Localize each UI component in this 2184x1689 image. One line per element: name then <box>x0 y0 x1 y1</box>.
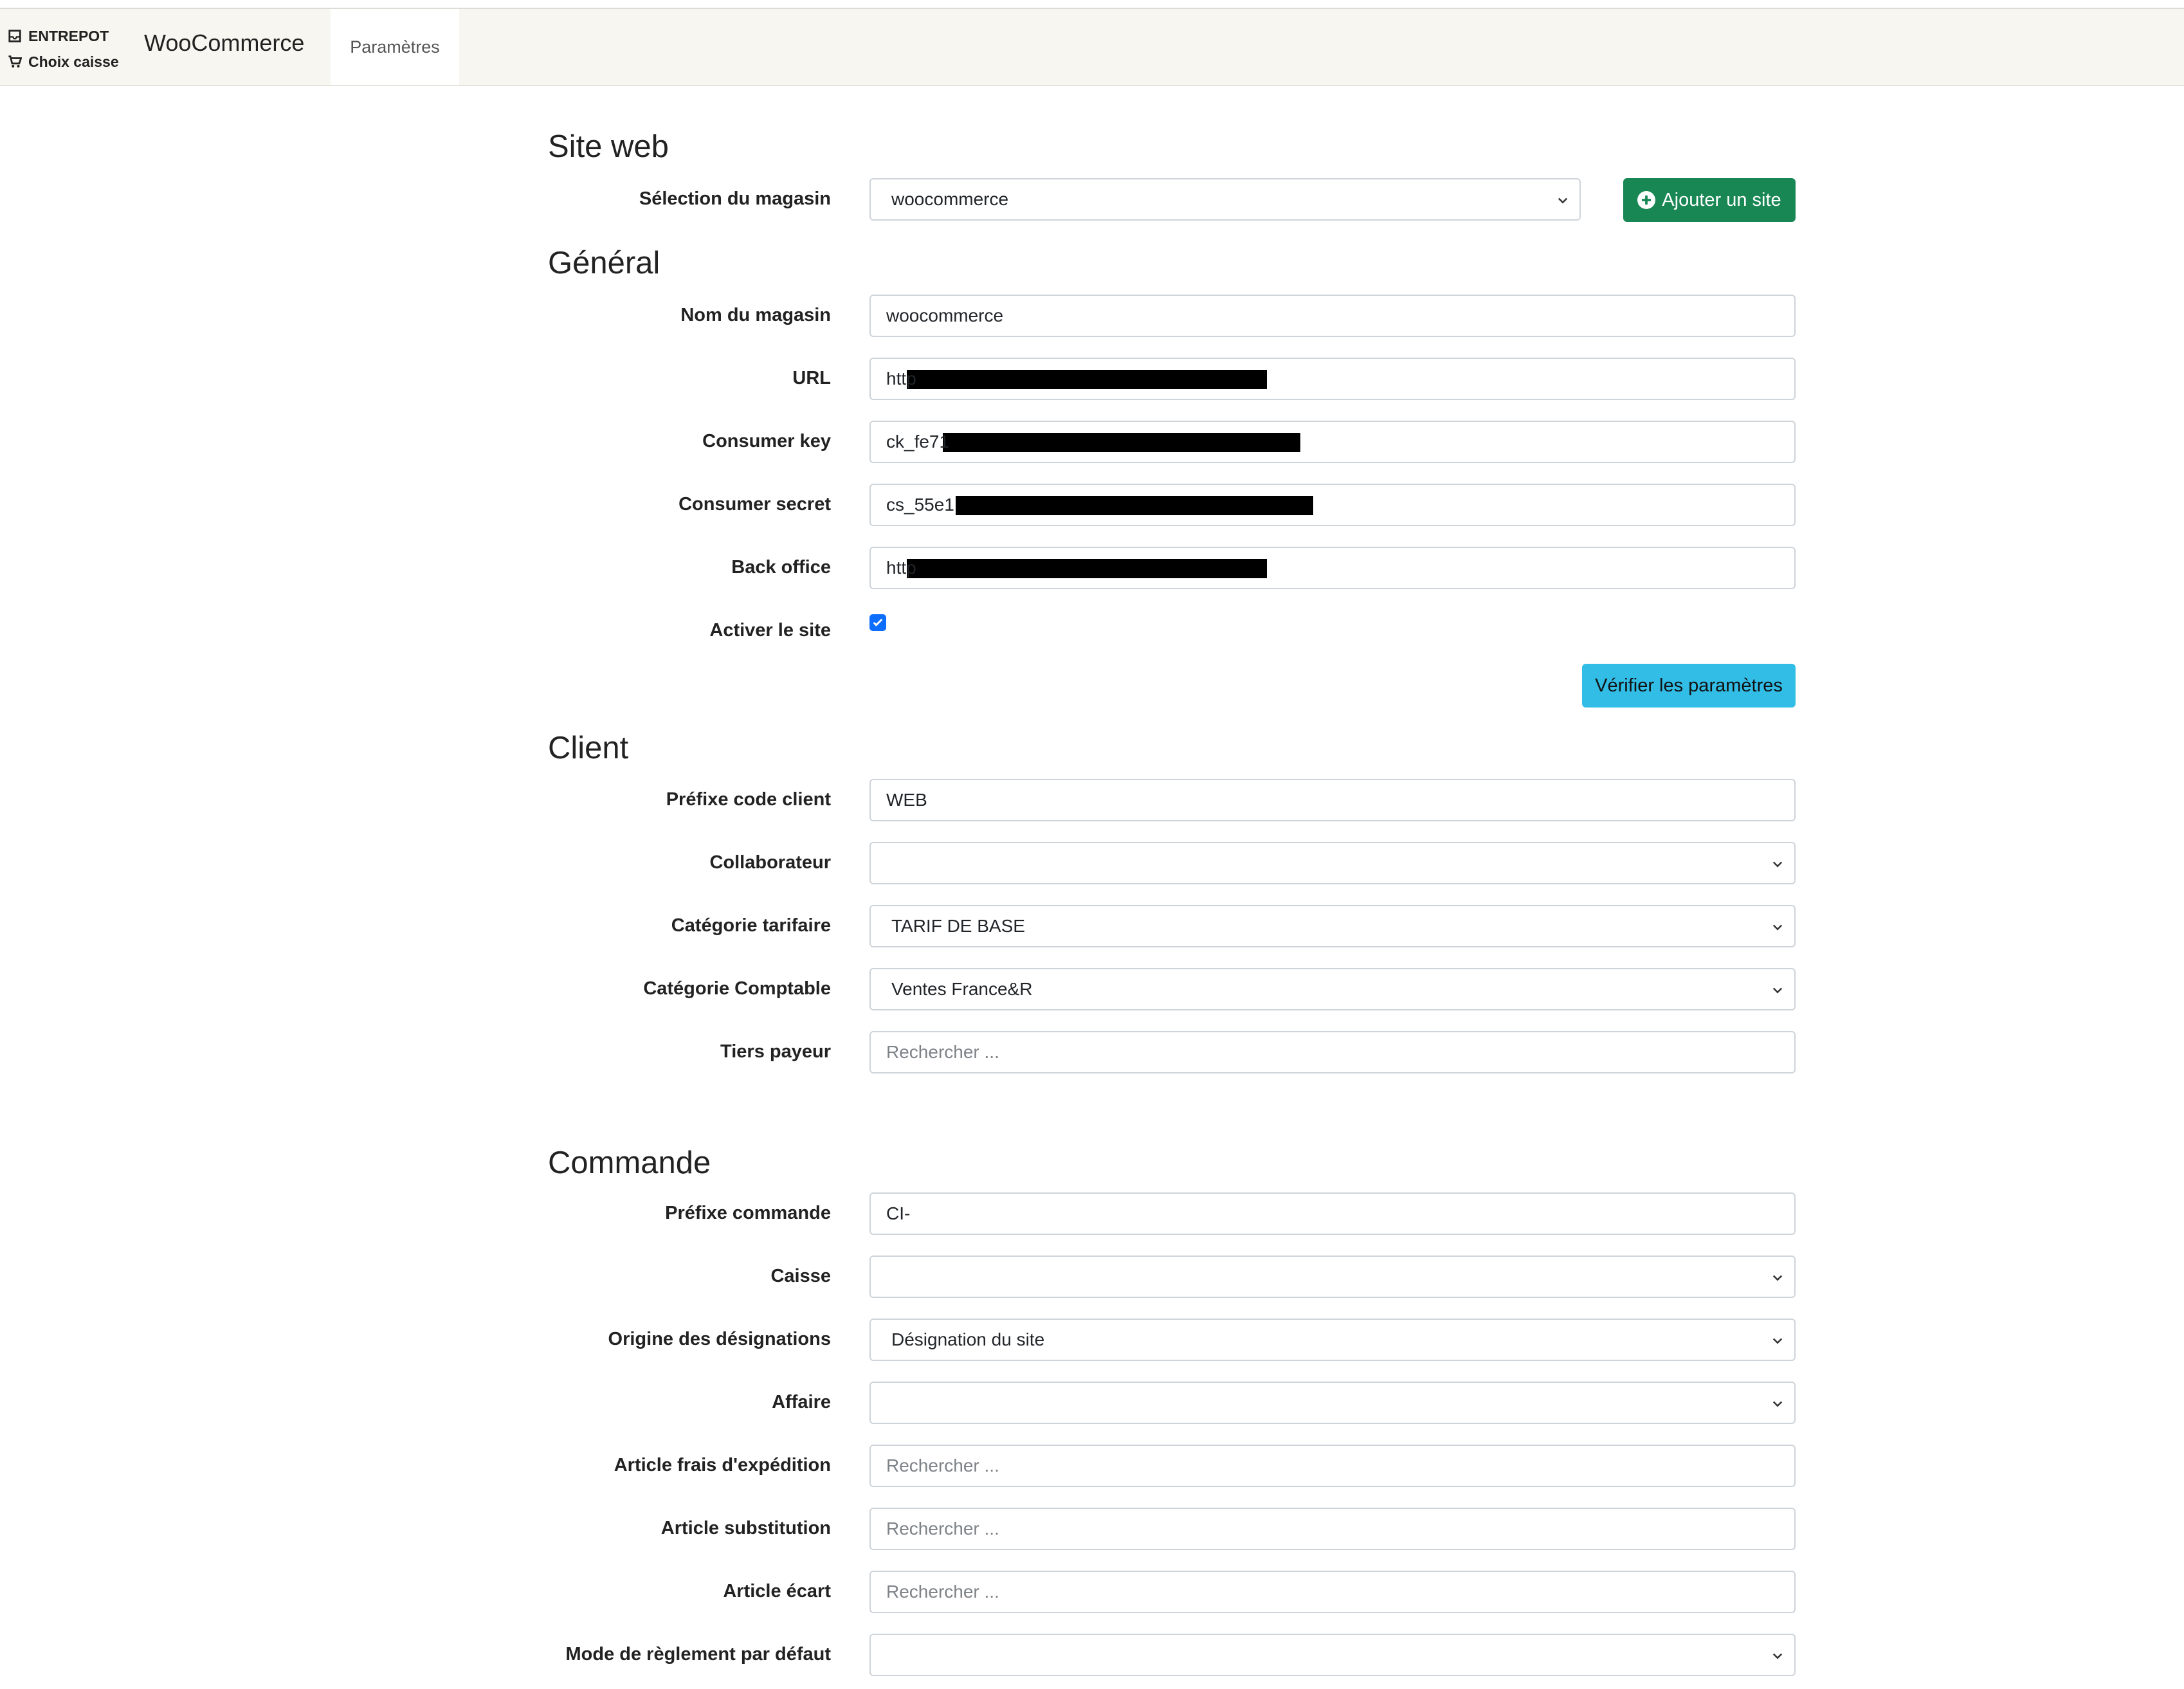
price-category-label: Catégorie tarifaire <box>671 915 831 936</box>
consumer-key-value: ck_fe71 <box>886 432 950 452</box>
shipping-article-label: Article frais d'expédition <box>614 1455 831 1475</box>
context-block <box>8 23 119 75</box>
url-label: URL <box>792 368 831 388</box>
redaction-bar <box>943 433 1300 452</box>
section-title-commande: Commande <box>548 1146 711 1180</box>
section-title-site-web: Site web <box>548 129 669 164</box>
chevron-down-icon <box>1556 194 1569 206</box>
check-icon <box>871 616 884 629</box>
chevron-down-icon <box>1771 1271 1784 1284</box>
inbox-icon <box>8 29 22 43</box>
back-office-input[interactable] <box>869 547 1796 589</box>
consumer-secret-input[interactable] <box>869 484 1796 526</box>
back-office-label: Back office <box>731 557 831 578</box>
url-value: http <box>886 369 916 388</box>
store-select[interactable] <box>869 178 1581 221</box>
third-party-payer-search[interactable] <box>869 1031 1796 1073</box>
client-prefix-label: Préfixe code client <box>666 789 831 810</box>
chevron-down-icon <box>1771 920 1784 933</box>
substitution-article-label: Article substitution <box>660 1518 831 1538</box>
designation-origin-select[interactable] <box>869 1319 1796 1361</box>
verify-settings-button[interactable]: Vérifier les paramètres <box>1582 664 1796 708</box>
consumer-secret-value: cs_55e1 <box>886 495 954 515</box>
accounting-category-select[interactable] <box>869 968 1796 1010</box>
order-prefix-value: CI- <box>886 1203 911 1223</box>
substitution-article-placeholder: Rechercher ... <box>886 1519 999 1538</box>
collaborator-select[interactable] <box>869 842 1796 884</box>
gap-article-placeholder: Rechercher ... <box>886 1582 999 1602</box>
cash-register-label: Caisse <box>770 1266 831 1286</box>
collaborator-label: Collaborateur <box>709 852 831 873</box>
affaire-select[interactable] <box>869 1382 1796 1424</box>
warehouse-selector[interactable] <box>8 23 119 49</box>
third-party-payer-placeholder: Rechercher ... <box>886 1042 999 1062</box>
store-name-value: woocommerce <box>886 306 1004 325</box>
store-name-label: Nom du magasin <box>680 305 831 325</box>
client-prefix-value: WEB <box>886 790 927 810</box>
consumer-key-input[interactable] <box>869 421 1796 463</box>
designation-origin-value: Désignation du site <box>891 1329 1045 1349</box>
price-category-select[interactable] <box>869 905 1796 947</box>
affaire-label: Affaire <box>772 1392 831 1412</box>
add-site-label: Ajouter un site <box>1662 189 1781 210</box>
redaction-bar <box>907 559 1267 578</box>
chevron-down-icon <box>1771 857 1784 870</box>
store-name-input[interactable] <box>869 295 1796 337</box>
cart-icon <box>8 55 22 69</box>
redaction-bar <box>907 370 1267 389</box>
order-prefix-label: Préfixe commande <box>665 1203 831 1223</box>
redaction-bar <box>956 496 1313 515</box>
shipping-article-search[interactable] <box>869 1445 1796 1487</box>
third-party-payer-label: Tiers payeur <box>720 1041 831 1062</box>
order-prefix-input[interactable] <box>869 1192 1796 1235</box>
top-navbar <box>0 9 2184 86</box>
chevron-down-icon <box>1771 1397 1784 1410</box>
payment-mode-select[interactable] <box>869 1634 1796 1676</box>
app-title[interactable]: WooCommerce <box>144 30 305 56</box>
chevron-down-icon <box>1771 1334 1784 1347</box>
chevron-down-icon <box>1771 1649 1784 1662</box>
store-select-value: woocommerce <box>891 189 1009 209</box>
warehouse-label: ENTREPOT <box>28 27 109 44</box>
back-office-value: http <box>886 558 916 578</box>
payment-mode-label: Mode de règlement par défaut <box>565 1644 831 1665</box>
shipping-article-placeholder: Rechercher ... <box>886 1456 999 1475</box>
store-select-label: Sélection du magasin <box>639 188 831 209</box>
substitution-article-search[interactable] <box>869 1508 1796 1550</box>
section-title-client: Client <box>548 731 629 765</box>
top-border <box>0 0 2184 9</box>
cashier-label: Choix caisse <box>28 53 119 70</box>
activate-site-label: Activer le site <box>709 620 831 641</box>
chevron-down-icon <box>1771 983 1784 996</box>
cash-register-select[interactable] <box>869 1255 1796 1298</box>
accounting-category-value: Ventes France&R <box>891 979 1033 999</box>
activate-site-checkbox[interactable] <box>869 614 886 631</box>
plus-circle-icon <box>1637 191 1655 209</box>
gap-article-label: Article écart <box>723 1581 831 1602</box>
consumer-secret-label: Consumer secret <box>678 494 831 515</box>
client-prefix-input[interactable] <box>869 779 1796 821</box>
accounting-category-label: Catégorie Comptable <box>643 978 831 999</box>
price-category-value: TARIF DE BASE <box>891 916 1025 936</box>
gap-article-search[interactable] <box>869 1571 1796 1613</box>
cashier-selector[interactable] <box>8 49 119 75</box>
url-input[interactable] <box>869 358 1796 400</box>
section-title-general: Général <box>548 246 660 280</box>
tab-parametres[interactable]: Paramètres <box>331 9 459 85</box>
add-site-button[interactable] <box>1623 178 1796 222</box>
designation-origin-label: Origine des désignations <box>608 1329 831 1349</box>
consumer-key-label: Consumer key <box>702 431 831 452</box>
